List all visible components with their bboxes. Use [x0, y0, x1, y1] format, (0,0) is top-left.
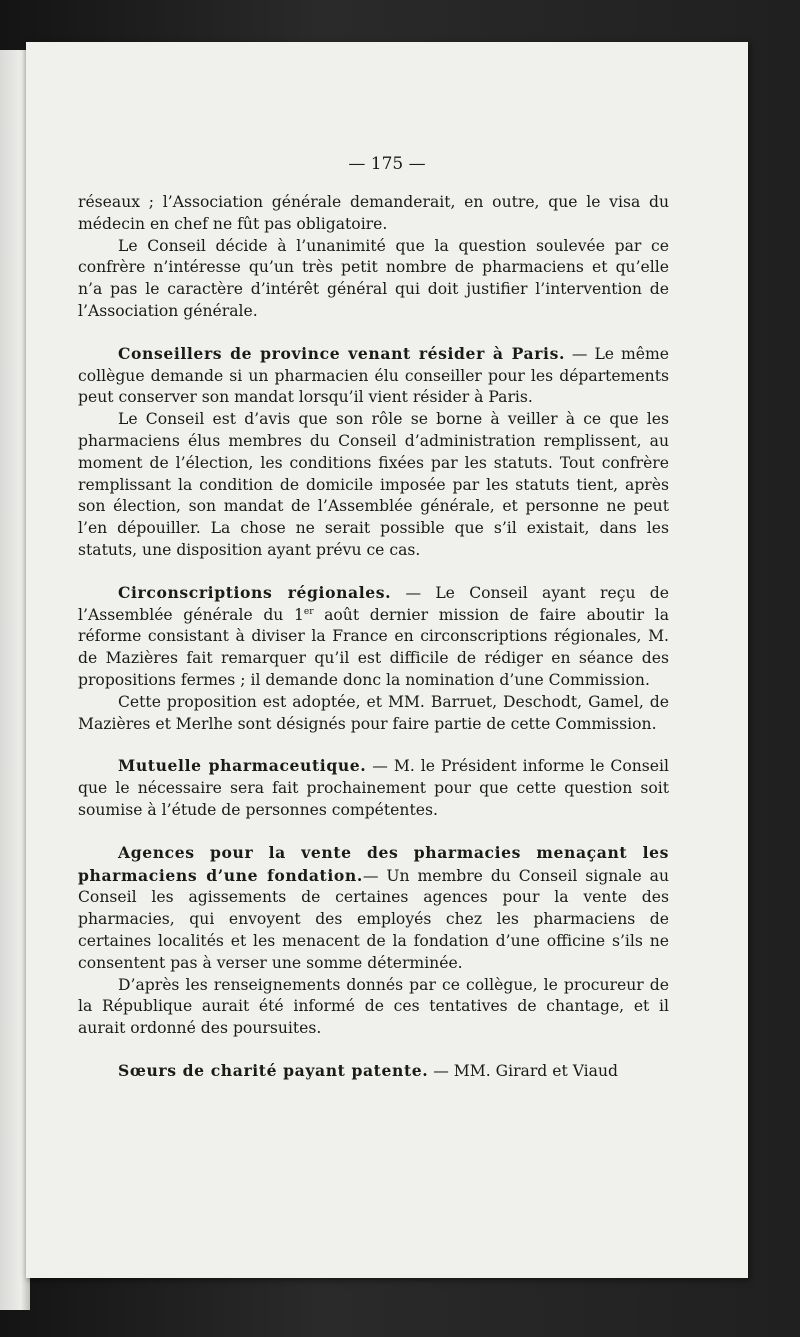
page-body — [78, 192, 669, 1083]
section-heading: Mutuelle pharmaceutique. — [118, 756, 367, 776]
section-soeurs-charite — [78, 1060, 669, 1083]
section-mutuelle — [78, 755, 669, 821]
section-agences — [78, 842, 669, 975]
paragraph-council-opinion: Le Conseil est d’avis que son rôle se borne à veiller à ce que les pharmaciens élus membres du Conseil d’administration remplissent, au moment de l’élection, les conditions fixées par les statuts. Tout confrère remplissant la condition de domicile imposée par les statuts tient, après son élection, son mandat de l’Assemblée générale, et personne ne peut l’en dépouiller. La chose ne serait possible que s’il existait, dans les statuts, une disposition ayant prévu ce cas. — [78, 410, 669, 559]
section-text: — Un membre du Conseil signale au Conseil les agissements de certaines agences pour la vente des pharmacies, qui envoyent des employés chez les pharmaciens de certaines localités et les menacent de la fondation d’une officine s’ils ne consentent pas à verser une somme déterminée. — [78, 866, 669, 972]
paragraph-procureur: D’après les renseignements donnés par ce collègue, le procureur de la République aurait été informé de ces tentatives de chantage, et il aurait ordonné des poursuites. — [78, 975, 669, 1038]
paragraph-continuation: réseaux ; l’Association générale demanderait, en outre, que le visa du médecin en chef ne fût pas obligatoire. — [78, 193, 669, 233]
book-page — [26, 42, 748, 1278]
section-conseillers-province — [78, 343, 669, 409]
section-text: — Le même collègue demande si un pharmacien élu conseiller pour les départements peut conserver son mandat lorsqu’il vient résider à Paris. — [78, 344, 669, 407]
section-text: — MM. Girard et Viaud — [428, 1061, 618, 1080]
superscript: er — [303, 606, 314, 617]
page-number: — 175 — — [348, 154, 426, 174]
section-circonscriptions — [78, 582, 669, 692]
section-text: août dernier mission de faire aboutir la réforme consistant à diviser la France en circonscriptions régionales, M. de Mazières fait remarquer qu’il est difficile de rédiger en séance des propositions fermes ; il demande donc la nomination d’une Commission. — [78, 605, 669, 689]
paragraph-council-decision: Le Conseil décide à l’unanimité que la question soulevée par ce confrère n’intéresse qu’un très petit nombre de pharmaciens et qu’elle n’a pas le caractère d’intérêt général qui doit justifier l’intervention de l’Association générale. — [78, 236, 669, 320]
paragraph-commission: Cette proposition est adoptée, et MM. Barruet, Deschodt, Gamel, de Mazières et Merlhe sont désignés pour faire partie de cette Commission. — [78, 692, 669, 733]
section-heading: Sœurs de charité payant patente. — [118, 1060, 429, 1080]
section-heading: Conseillers de province venant résider à Paris. — [118, 343, 565, 363]
section-text: — M. le Président informe le Conseil que le nécessaire sera fait prochainement pour que cette question soit soumise à l’étude de personnes compétentes. — [78, 757, 669, 819]
section-heading: Agences pour la vente des pharmacies menaçant les pharmaciens d’une fondation. — [78, 842, 669, 885]
section-heading: Circonscriptions régionales. — [118, 582, 392, 602]
section-text: — Le Conseil ayant reçu de l’Assemblée générale du 1 — [78, 583, 669, 624]
